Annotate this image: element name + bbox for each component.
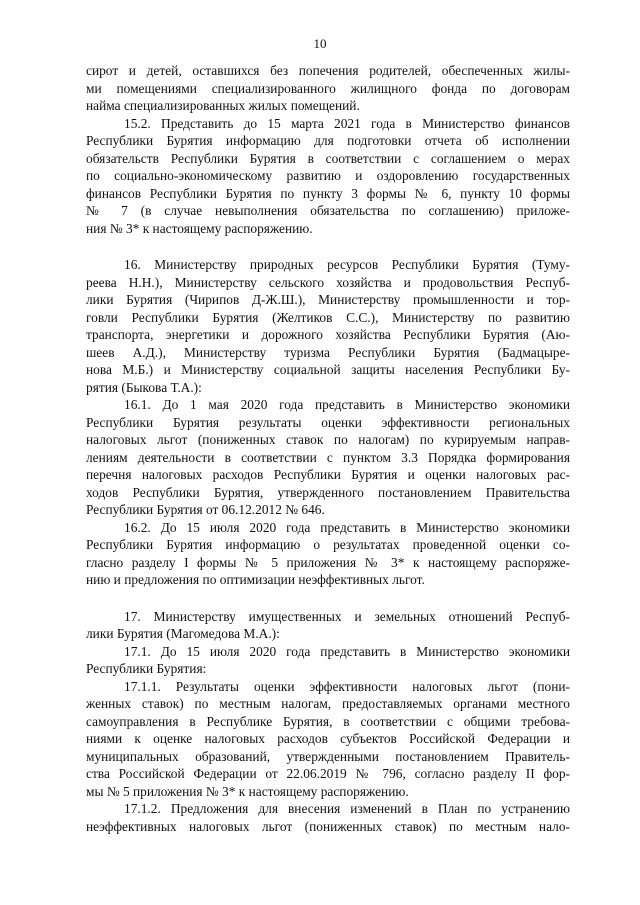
text-line: 16. Министерству природных ресурсов Республики Бурятия (Туму- bbox=[124, 257, 570, 272]
text-line: ния № 3* к настоящему распоряжению. bbox=[86, 220, 313, 236]
text-line: самоуправления в Республике Бурятия, в соответствии с общими требова- bbox=[86, 713, 570, 729]
text-line: реева Н.Н.), Министерству сельского хозяйства и продовольствия Респуб- bbox=[86, 274, 570, 290]
text-line: транспорта, энергетики и дорожного хозяйства Республики Бурятия (Аю- bbox=[86, 327, 570, 342]
paragraph-17-1 bbox=[86, 643, 570, 678]
text-line: перечня налоговых расходов Республики Бурятия и оценки налоговых рас- bbox=[86, 467, 570, 482]
text-line: муниципальных образований, утвержденными постановлением Правитель- bbox=[86, 748, 570, 764]
text-line: ниями к оценке налоговых расходов субъектов Российской Федерации и bbox=[86, 731, 570, 746]
text-line: Республики Бурятия информацию о результатах проведенной оценки со- bbox=[86, 537, 570, 552]
page-number: 10 bbox=[313, 36, 327, 51]
text-line: финансов Республики Бурятия по пункту 3 формы № 6, пункту 10 формы bbox=[86, 185, 570, 201]
paragraph-16-2 bbox=[86, 519, 570, 589]
paragraph-17-1-1 bbox=[86, 678, 570, 801]
text-line: 17. Министерству имущественных и земельных отношений Респуб- bbox=[124, 608, 570, 624]
text-line: 16.2. До 15 июля 2020 года представить в Министерство экономики bbox=[124, 519, 570, 535]
paragraph-17 bbox=[86, 608, 570, 643]
text-line: нова М.Б.) и Министерству социальной защиты населения Республики Бу- bbox=[86, 362, 570, 377]
text-line: женных ставок) по местным налогам, предоставляемых органами местного bbox=[86, 696, 570, 711]
text-line: 15.2. Представить до 15 марта 2021 года в Министерство финансов bbox=[124, 115, 570, 131]
text-line: ходов Республики Бурятия, утвержденного постановлением Правительства bbox=[86, 484, 570, 500]
paragraph-continuation bbox=[86, 62, 570, 115]
text-line: сирот и детей, оставшихся без попечения родителей, обеспеченных жилы- bbox=[86, 63, 570, 78]
text-line: ми помещениями специализированного жилищного фонда по договорам bbox=[86, 80, 570, 96]
text-line: гласно разделу I формы № 5 приложения № 3* к настоящему распоряже- bbox=[86, 554, 570, 570]
text-line: Республики Бурятия результаты оценки эффективности региональных bbox=[86, 414, 570, 430]
text-line: обязательств Республики Бурятия в соответствии с соглашением о мерах bbox=[86, 150, 570, 166]
text-line: налоговых льгот (пониженных ставок по налогам) по курируемым направ- bbox=[86, 432, 570, 447]
text-line: неэффективных налоговых льгот (пониженных ставок) по местным нало- bbox=[86, 818, 570, 834]
text-line: 17.1.1. Результаты оценки эффективности налоговых льгот (пони- bbox=[124, 678, 570, 694]
text-line: 17.1.2. Предложения для внесения изменений в План по устранению bbox=[124, 801, 570, 816]
text-line: Республики Бурятия от 06.12.2012 № 646. bbox=[86, 502, 325, 517]
text-line: говли Республики Бурятия (Желтиков С.С.), Министерству по развитию bbox=[86, 309, 570, 325]
text-line: найма специализированных жилых помещений. bbox=[86, 98, 360, 113]
text-line: мы № 5 приложения № 3* к настоящему распоряжению. bbox=[86, 783, 409, 799]
document-body bbox=[86, 62, 570, 835]
text-line: 16.1. До 1 мая 2020 года представить в Министерство экономики bbox=[124, 397, 570, 412]
text-line: ства Российской Федерации от 22.06.2019 № 796, согласно разделу II фор- bbox=[86, 766, 570, 781]
paragraph-16 bbox=[86, 256, 570, 396]
text-line: рятия (Быкова Т.А.): bbox=[86, 379, 202, 395]
text-line: нию и предложения по оптимизации неэффективных льгот. bbox=[86, 572, 425, 587]
text-line: по социально-экономическому развитию и оздоровлению государственных bbox=[86, 168, 570, 183]
text-line: лики Бурятия (Чирипов Д-Ж.Ш.), Министерству промышленности и тор- bbox=[86, 292, 570, 307]
text-line: 17.1. До 15 июля 2020 года представить в Министерство экономики bbox=[124, 643, 570, 659]
text-line: лики Бурятия (Магомедова М.А.): bbox=[86, 626, 280, 641]
paragraph-15-2 bbox=[86, 115, 570, 238]
text-line: Республики Бурятия: bbox=[86, 661, 207, 676]
paragraph-17-1-2 bbox=[86, 800, 570, 835]
paragraph-16-1 bbox=[86, 396, 570, 519]
text-line: лениям деятельности в соответствии с пунктом 3.3 Порядка формирования bbox=[86, 449, 570, 465]
text-line: № 7 (в случае невыполнения обязательства по соглашению) приложе- bbox=[86, 203, 570, 218]
text-line: Республики Бурятия информацию для подготовки отчета об исполнении bbox=[86, 133, 570, 148]
text-line: шеев А.Д.), Министерству туризма Республики Бурятия (Бадмацыре- bbox=[86, 344, 570, 360]
